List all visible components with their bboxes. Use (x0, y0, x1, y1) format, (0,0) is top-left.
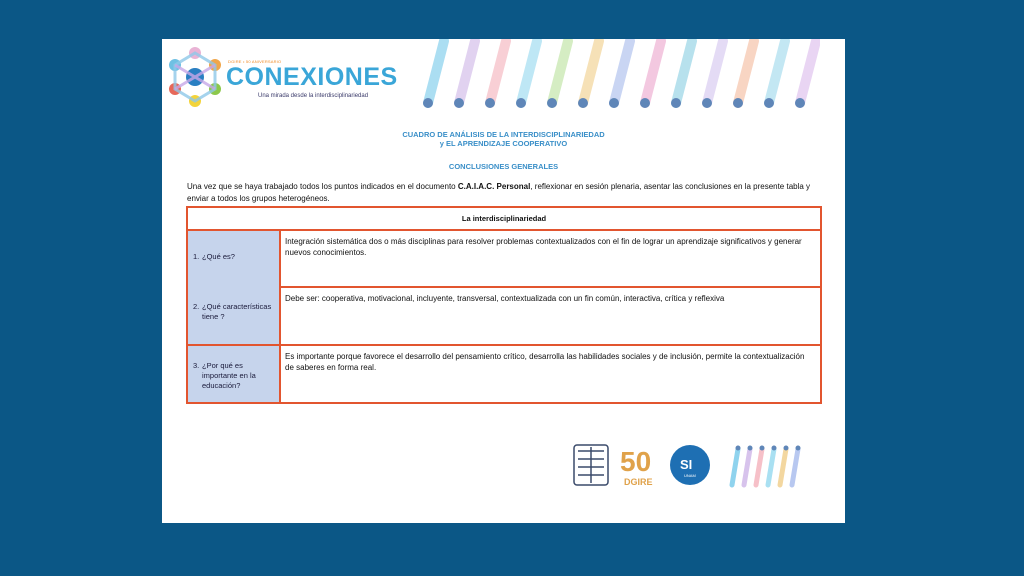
brand-caption: DGIRE • 50 ANIVERSARIO (228, 59, 282, 64)
mini-dot (772, 446, 777, 451)
conexiones-logo-icon (166, 45, 224, 109)
decorative-stripe (676, 41, 692, 103)
row-divider (188, 344, 820, 346)
conclusions-table (186, 206, 822, 404)
table-row-label (193, 361, 278, 391)
dgire-50-logo (620, 446, 653, 487)
row-label-text: ¿Qué es? (202, 252, 235, 261)
decorative-stripe (521, 41, 537, 103)
row-divider (281, 286, 820, 288)
decorative-stripe (738, 41, 754, 103)
decorative-stripe (459, 41, 475, 103)
table-row-answer: Integración sistemática dos o más disciplinas para resolver problemas contextualizados con el fin de lograr un aprendizaje significativos y generar nuevos conocimientos. (285, 237, 802, 257)
document-subtitle: CONCLUSIONES GENERALES (448, 162, 559, 171)
row-number: 3. (193, 361, 200, 370)
decorative-dot (671, 98, 681, 108)
decorative-stripe (614, 41, 630, 103)
table-row-label (193, 252, 278, 262)
decorative-dot (516, 98, 526, 108)
decorative-stripe (707, 41, 723, 103)
mini-dot (736, 446, 741, 451)
intro-text: Una vez que se haya trabajado todos los puntos indicados en el documento (187, 182, 458, 191)
dgire-text: DGIRE (624, 477, 653, 487)
si-sub-text: UNAM (684, 473, 696, 478)
table-row-label (193, 302, 278, 322)
decorative-stripes (420, 39, 820, 111)
decorative-dot (454, 98, 464, 108)
table-row-answer: Debe ser: cooperativa, motivacional, incluyente, transversal, contextualizada con un fin común, interactiva, crítica y reflexiva (285, 294, 725, 303)
decorative-stripe (583, 41, 599, 103)
decorative-dot (578, 98, 588, 108)
mini-stripe (780, 449, 786, 485)
decorative-stripe (490, 41, 506, 103)
decorative-stripe (645, 41, 661, 103)
unam-shield-icon (574, 445, 608, 485)
mini-stripe (744, 449, 750, 485)
decorative-stripe (552, 41, 568, 103)
intro-paragraph (187, 181, 817, 205)
document-slide (162, 39, 845, 523)
brand-tagline: Una mirada desde la interdisciplinariedad (258, 93, 369, 99)
table-header: La interdisciplinariedad (188, 208, 820, 231)
row-number: 1. (193, 252, 200, 261)
decorative-dot (485, 98, 495, 108)
mini-dot (796, 446, 801, 451)
row-label-text: ¿Por qué es importante en la educación? (202, 361, 256, 390)
brand-title: CONEXIONES (226, 63, 398, 91)
decorative-dot (640, 98, 650, 108)
mini-dot (748, 446, 753, 451)
decorative-dot (795, 98, 805, 108)
si-unam-logo (670, 445, 710, 485)
decorative-dot (609, 98, 619, 108)
stripes-mini-logo (732, 446, 801, 486)
decorative-stripe (800, 41, 816, 103)
svg-text:50: 50 (620, 446, 652, 477)
mini-stripe (732, 449, 738, 485)
decorative-stripe (769, 41, 785, 103)
mini-stripe (768, 449, 774, 485)
table-row-answer: Es importante porque favorece el desarrollo del pensamiento crítico, desarrolla las habilidades sociales y de inclusión, permite la contextualización de saberes en forma real. (285, 352, 805, 372)
decorative-dot (547, 98, 557, 108)
intro-bold-text: C.A.I.A.C. Personal (457, 182, 531, 191)
footer-logos (572, 439, 812, 491)
mini-stripe (756, 449, 762, 485)
row-label-text: ¿Qué características tiene ? (202, 302, 272, 321)
decorative-dot (423, 98, 433, 108)
mini-stripe (792, 449, 798, 485)
si-text: SI (680, 457, 693, 472)
intro-text-end: , reflexionar en sesión plenaria, asentar las conclusiones en la presente tabla y enviar a todos los grupos heterogéneos. (187, 182, 811, 203)
mini-dot (784, 446, 789, 451)
mini-dot (760, 446, 765, 451)
decorative-dot (764, 98, 774, 108)
decorative-stripe (428, 41, 444, 103)
decorative-dot (733, 98, 743, 108)
decorative-dot (702, 98, 712, 108)
document-title: CUADRO DE ANÁLISIS DE LA INTERDISCIPLINARIEDAD (402, 130, 605, 139)
row-number: 2. (193, 302, 200, 311)
document-title-line2: y EL APRENDIZAJE COOPERATIVO (439, 139, 568, 148)
